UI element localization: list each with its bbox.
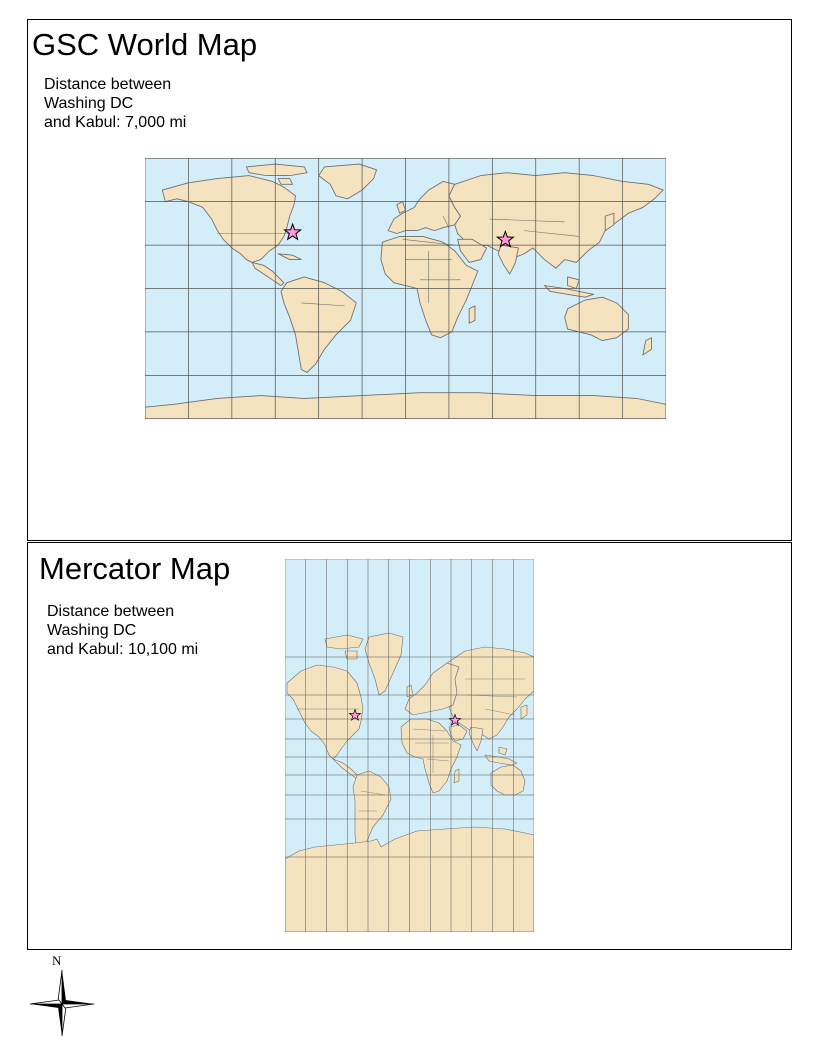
mercator-note-line-2: Washing DC <box>47 622 137 639</box>
gsc-madagascar <box>469 306 475 323</box>
mercator-distance-note <box>47 602 198 659</box>
mercator-note-line-1: Distance between <box>47 603 175 620</box>
mercator-map-title: Mercator Map <box>39 551 231 586</box>
gsc-note-line-2: Washing DC <box>44 95 134 112</box>
gsc-world-map[interactable] <box>145 158 666 419</box>
mercator-note-line-3: and Kabul: 10,100 mi <box>47 641 199 658</box>
gsc-map-title: GSC World Map <box>32 27 258 62</box>
north-arrow-icon <box>28 968 96 1038</box>
mercator-madagascar <box>454 769 459 783</box>
gsc-note-line-1: Distance between <box>44 76 172 93</box>
gsc-note-line-3: and Kabul: 7,000 mi <box>44 114 187 131</box>
north-label: N <box>52 953 62 968</box>
mercator-world-map[interactable] <box>285 559 534 932</box>
gsc-distance-note <box>44 75 186 132</box>
